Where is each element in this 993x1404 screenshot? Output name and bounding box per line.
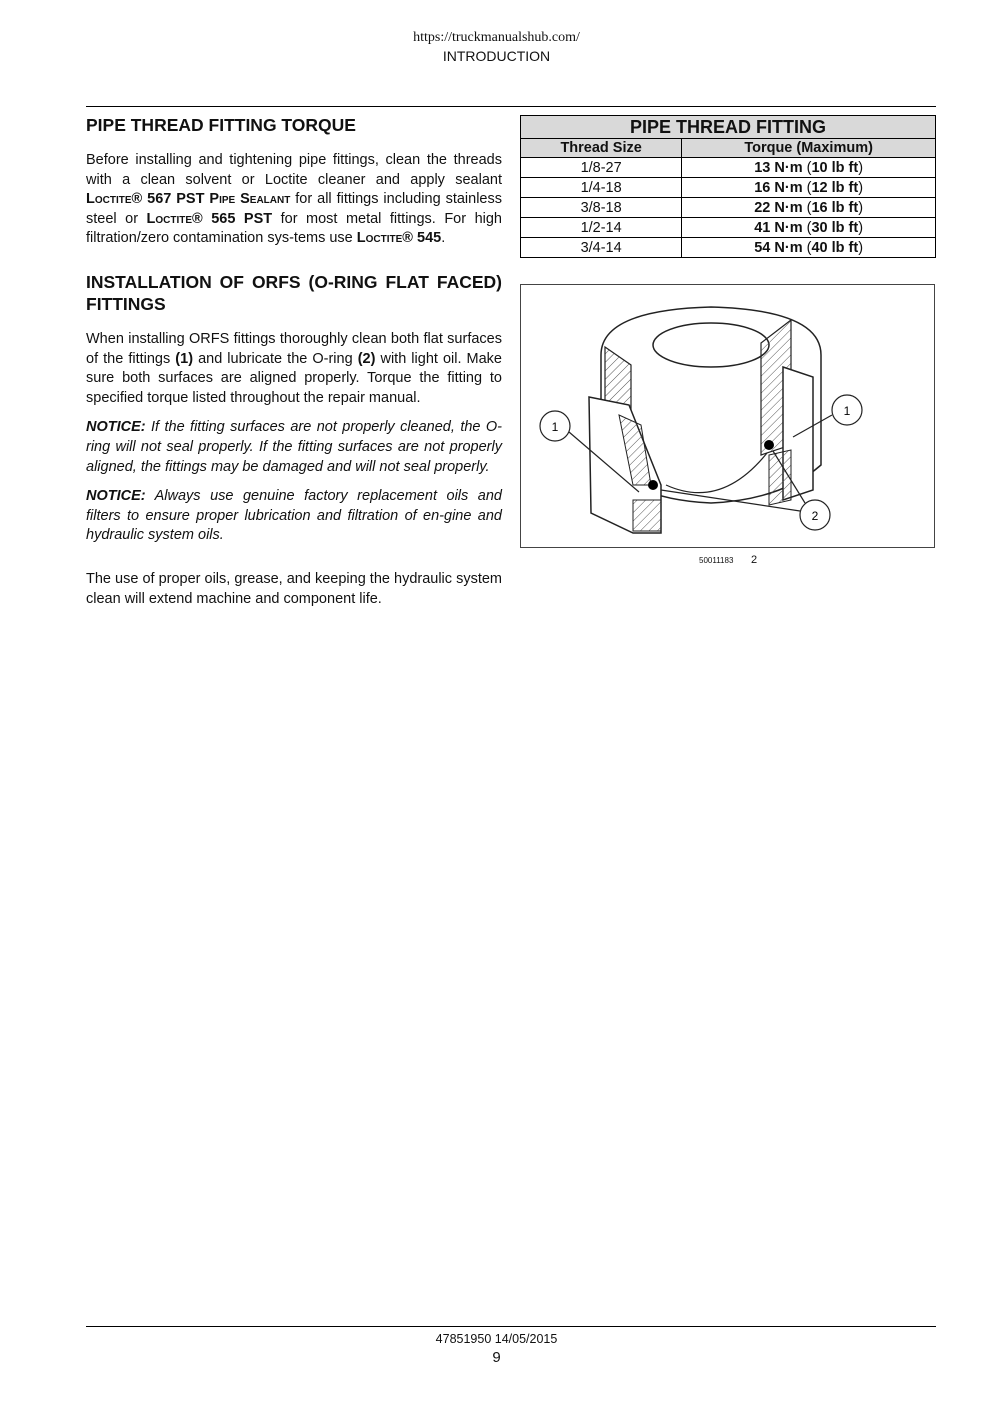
thread-size-cell: 3/4-14 <box>521 238 682 258</box>
torque-cell: 16 N·m (12 lb ft) <box>682 178 936 198</box>
thread-size-cell: 1/4-18 <box>521 178 682 198</box>
footer-rule <box>86 1326 936 1327</box>
ref-fittings: (1) <box>175 350 194 367</box>
pipe-thread-paragraph: Before installing and tightening pipe fittings, clean the threads with a clean solvent or Loctite cleaner and apply sealant Loctite® 567 PST Pipe Sealant for all fittings including stainless steel or Loctite® 565 PST for most metal fittings. For high filtration/zero contamination sys-tems use Loctite® 545. <box>86 152 502 247</box>
notice-1: NOTICE: If the fitting surfaces are not properly cleaned, the O-ring will not seal properly. If the fitting surfaces are not properly aligned, the fittings may be damaged and will not seal properly. <box>86 419 502 475</box>
thread-size-cell: 3/8-18 <box>521 198 682 218</box>
product-545: Loctite® 545 <box>356 230 442 247</box>
table-row <box>521 218 936 238</box>
section-title: INTRODUCTION <box>442 48 551 64</box>
table-row <box>521 178 936 198</box>
col-thread-size: Thread Size <box>521 139 682 158</box>
torque-cell: 41 N·m (30 lb ft) <box>682 218 936 238</box>
ref-oring: (2) <box>357 350 376 367</box>
page-number: 9 <box>492 1349 501 1366</box>
notice-2-label: NOTICE: <box>86 488 146 505</box>
thread-size-cell: 1/8-27 <box>521 158 682 178</box>
callout-left-label: 1 <box>551 420 559 434</box>
torque-cell: 22 N·m (16 lb ft) <box>682 198 936 218</box>
header-rule <box>86 106 936 107</box>
torque-cell: 54 N·m (40 lb ft) <box>682 238 936 258</box>
callout-right-label: 1 <box>843 404 851 418</box>
pipe-thread-heading: PIPE THREAD FITTING TORQUE <box>86 115 356 135</box>
table-row <box>521 158 936 178</box>
product-567: Loctite® 567 PST Pipe Sealant <box>86 191 291 208</box>
table-title: PIPE THREAD FITTING <box>521 116 936 139</box>
table-row <box>521 238 936 258</box>
document-id: 47851950 14/05/2015 <box>435 1332 558 1346</box>
notice-1-label: NOTICE: <box>86 419 146 436</box>
callout-bottom-label: 2 <box>811 509 819 523</box>
thread-size-cell: 1/2-14 <box>521 218 682 238</box>
orfs-paragraph: When installing ORFS fittings thoroughly clean both flat surfaces of the fittings (1) and lubricate the O-ring (2) with light oil. Make sure both surfaces are aligned properly. Torque the fitting to specified torque listed throughout the repair manual. <box>86 330 502 406</box>
orfs-fitting-illustration <box>521 285 934 547</box>
product-565: Loctite® 565 PST <box>146 210 273 227</box>
torque-table <box>520 115 936 258</box>
orfs-heading: INSTALLATION OF ORFS (O-RING FLAT FACED) FITTINGS <box>86 271 502 314</box>
table-row <box>521 198 936 218</box>
figure-reference-id: 50011183 <box>699 556 734 565</box>
figure-number: 2 <box>751 554 758 566</box>
orfs-fitting-figure <box>520 284 935 548</box>
notice-2: NOTICE: Always use genuine factory replacement oils and filters to ensure proper lubrication and filtration of en-gine and hydraulic system oils. <box>86 488 502 544</box>
closing-paragraph: The use of proper oils, grease, and keeping the hydraulic system clean will extend machine and component life. <box>86 570 502 607</box>
left-column <box>86 114 502 619</box>
source-url: https://truckmanualshub.com/ <box>413 30 580 45</box>
col-torque: Torque (Maximum) <box>682 139 936 158</box>
torque-cell: 13 N·m (10 lb ft) <box>682 158 936 178</box>
